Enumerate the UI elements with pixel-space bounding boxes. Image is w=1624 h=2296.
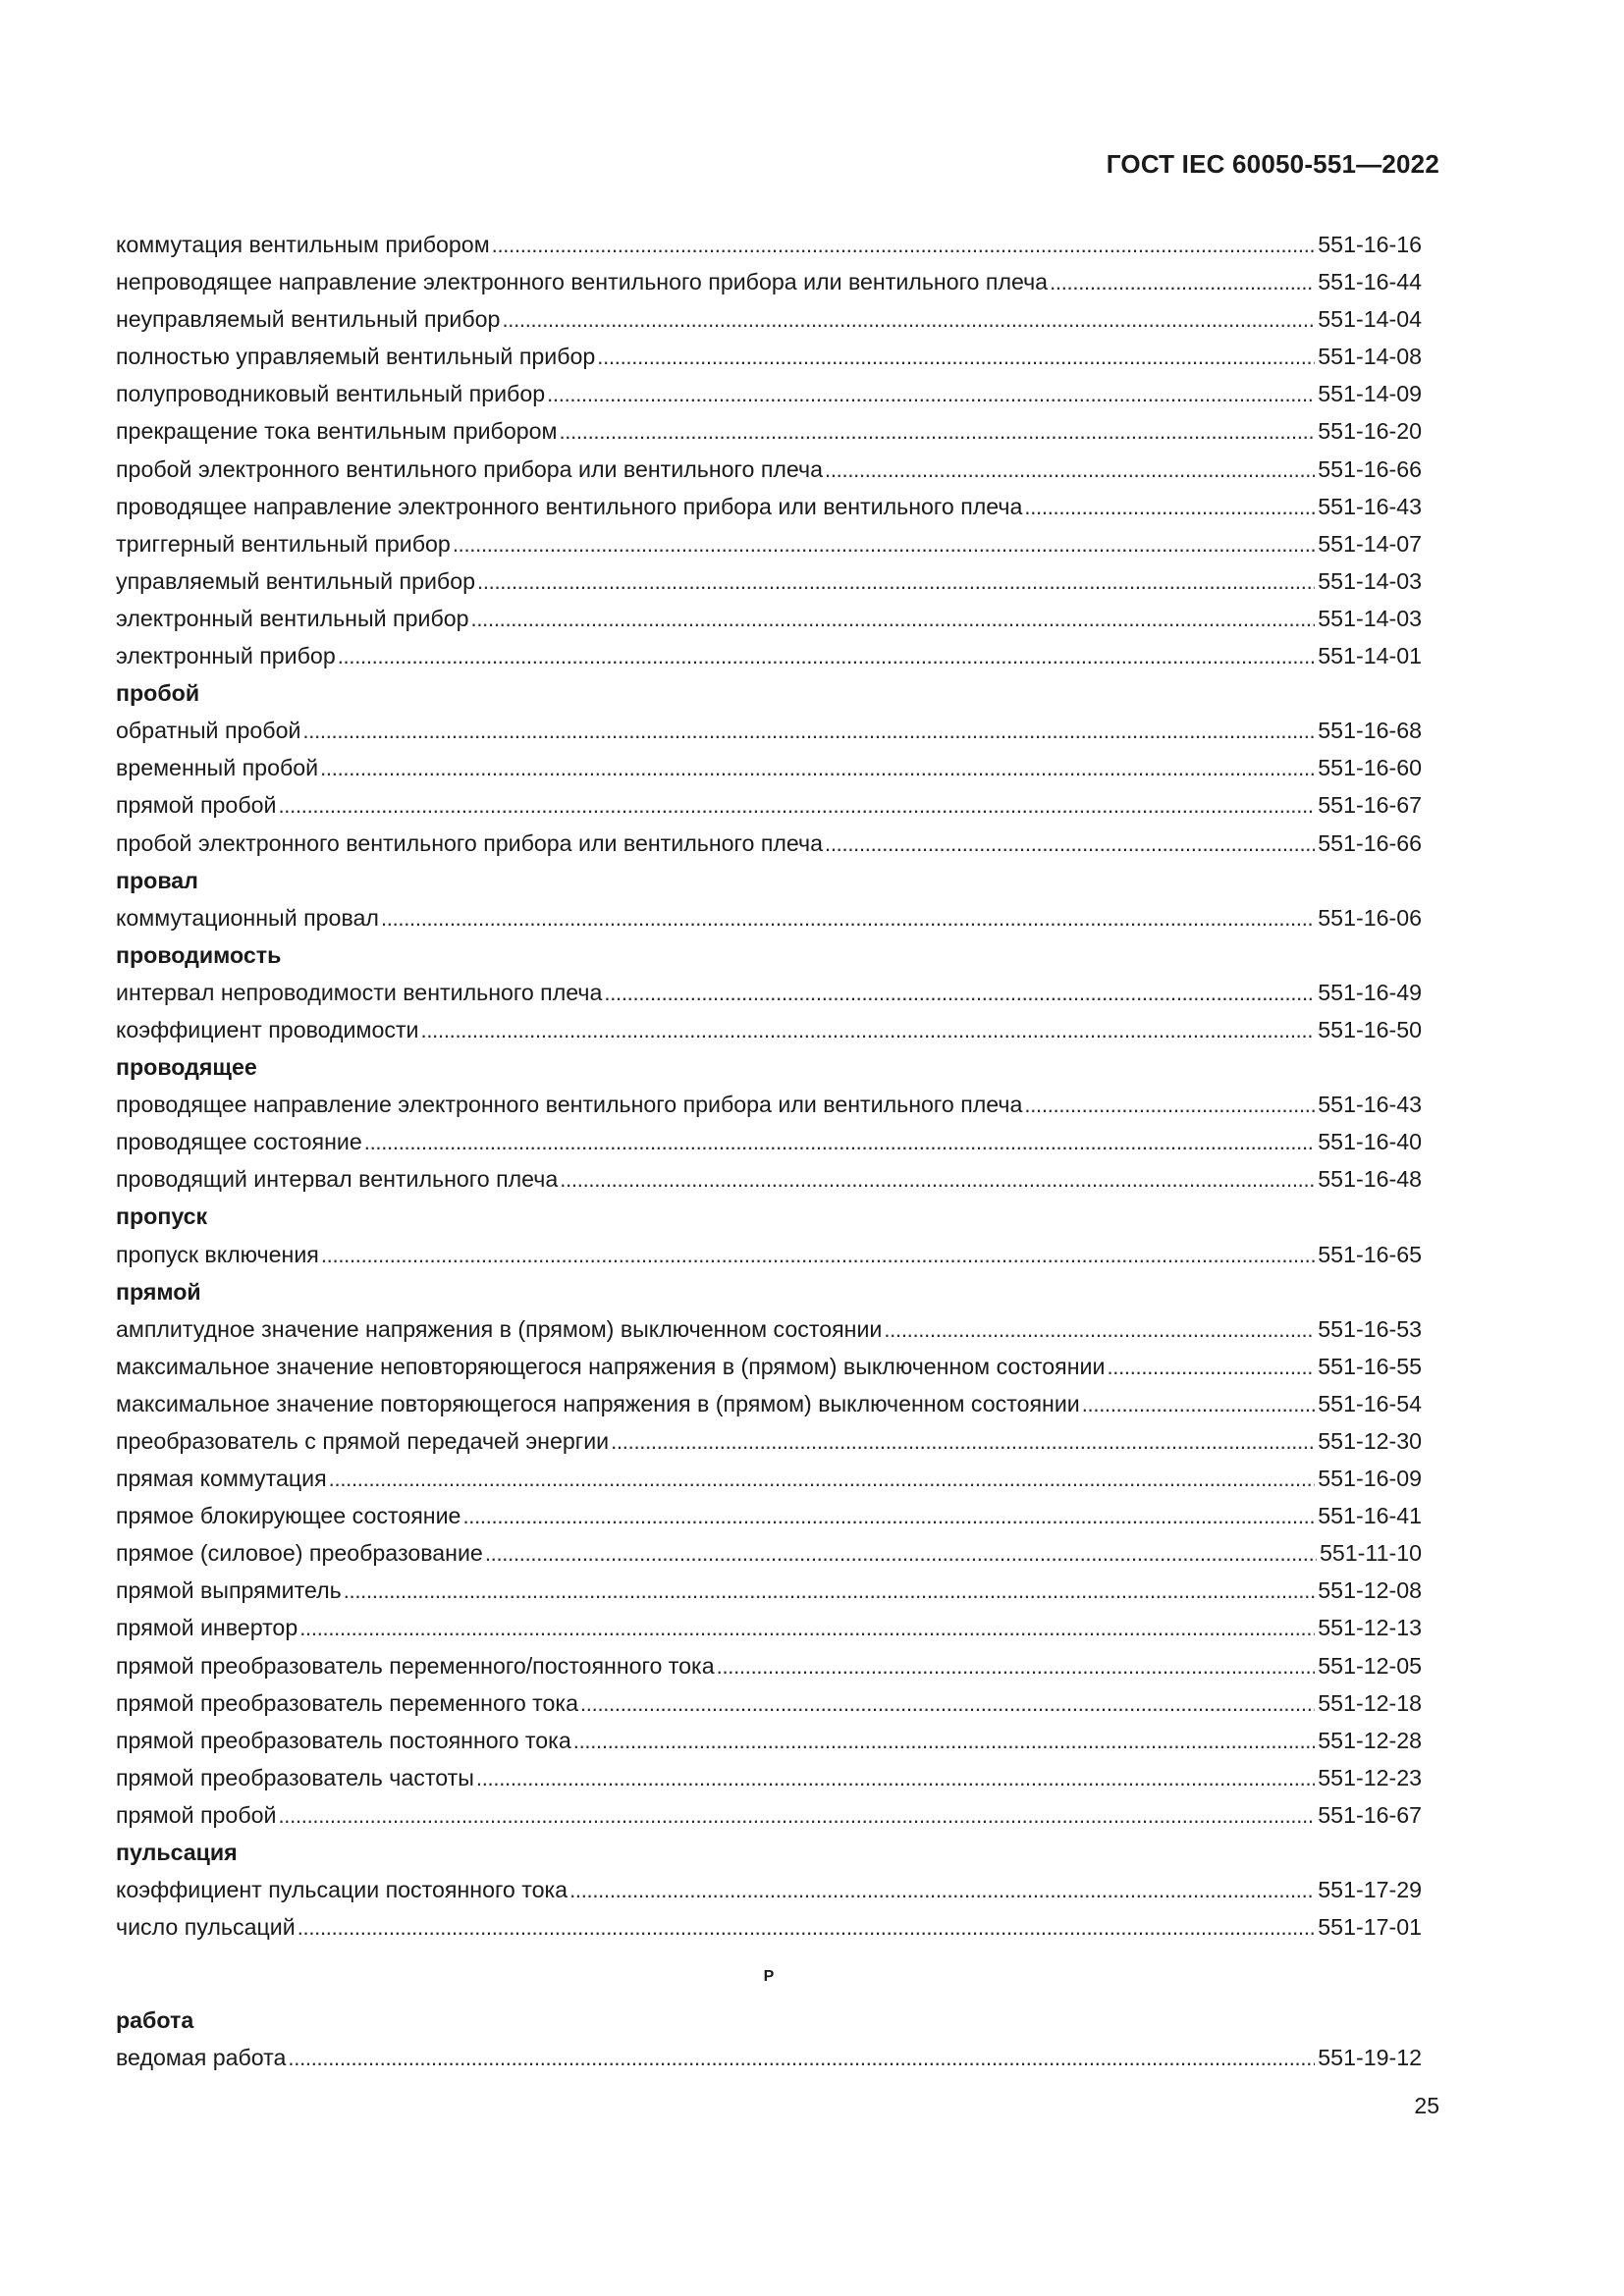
term-reference-number: 551-16-60 [1318, 755, 1422, 781]
term-reference-number: 551-16-55 [1318, 1353, 1422, 1379]
term-reference-number: 551-12-05 [1318, 1652, 1422, 1679]
index-term: прямой пробой [116, 792, 277, 819]
index-term: проводящее состояние [116, 1129, 362, 1155]
index-entry [116, 1460, 1422, 1497]
index-entry [116, 1160, 1422, 1198]
term-reference-number: 551-17-01 [1318, 1914, 1422, 1941]
index-entry [116, 412, 1422, 450]
dot-leader [492, 226, 1316, 263]
dot-leader [560, 1160, 1315, 1198]
term-reference-number: 551-12-28 [1318, 1727, 1422, 1753]
dot-leader [453, 525, 1315, 562]
index-entry [116, 1871, 1422, 1908]
dot-leader [421, 1011, 1316, 1048]
term-reference-number: 551-14-07 [1318, 530, 1422, 557]
dot-leader [338, 637, 1316, 674]
index-group-heading: проводящее [116, 1054, 257, 1081]
index-term: полностью управляемый вентильный прибор [116, 344, 596, 370]
term-reference-number: 551-16-65 [1318, 1241, 1422, 1267]
dot-leader [364, 1123, 1316, 1160]
index-term: проводящее направление электронного вентильного прибора или вентильного плеча [116, 1092, 1023, 1118]
dot-leader [329, 1460, 1316, 1497]
index-entry [116, 899, 1422, 936]
dot-leader [573, 1722, 1316, 1759]
dot-leader [884, 1310, 1315, 1348]
index-entry [116, 1385, 1422, 1422]
index-term: коммутационный провал [116, 904, 379, 931]
dot-leader [1050, 263, 1315, 300]
dot-leader [825, 825, 1315, 862]
index-entry [116, 1647, 1422, 1684]
index-term: прямой пробой [116, 1801, 277, 1828]
index-term: прямая коммутация [116, 1466, 327, 1492]
index-entry [116, 1572, 1422, 1609]
term-reference-number: 551-16-20 [1318, 418, 1422, 445]
term-reference-number: 551-16-43 [1318, 493, 1422, 519]
index-term: триггерный вентильный прибор [116, 530, 451, 557]
dot-leader [604, 974, 1315, 1011]
dot-leader [717, 1647, 1316, 1684]
dot-leader [1024, 488, 1315, 525]
index-entry [116, 637, 1422, 674]
term-reference-number: 551-16-40 [1318, 1129, 1422, 1155]
term-reference-number: 551-12-13 [1318, 1615, 1422, 1641]
index-term: пробой электронного вентильного прибора или вентильного плеча [116, 455, 824, 482]
index-term: коммутация вентильным прибором [116, 232, 490, 257]
index-entry [116, 1086, 1422, 1123]
index-entry [116, 600, 1422, 637]
index-term: проводящий интервал вентильного плеча [116, 1166, 559, 1193]
dot-leader [580, 1684, 1315, 1722]
term-reference-number: 551-16-06 [1318, 904, 1422, 931]
dot-leader [299, 1609, 1315, 1646]
dot-leader [344, 1572, 1316, 1609]
dot-leader [476, 1759, 1315, 1796]
dot-leader [1024, 1086, 1315, 1123]
index-term: число пульсаций [116, 1914, 296, 1941]
dot-leader [321, 1236, 1315, 1273]
index-term: амплитудное значение напряжения в (прямом) выключенном состоянии [116, 1315, 883, 1342]
term-reference-number: 551-12-18 [1318, 1689, 1422, 1716]
index-term: непроводящее направление электронного вентильного прибора или вентильного плеча [116, 269, 1049, 295]
dot-leader [278, 786, 1315, 824]
index-term: управляемый вентильный прибор [116, 567, 475, 594]
dot-leader [278, 1796, 1315, 1834]
index-entry [116, 375, 1422, 412]
dot-leader [302, 712, 1315, 749]
index-entry [116, 974, 1422, 1011]
index-entry [116, 2039, 1422, 2076]
index-entry [116, 1422, 1422, 1460]
index-entry [116, 300, 1422, 338]
dot-leader [320, 749, 1315, 786]
term-reference-number: 551-16-67 [1318, 792, 1422, 819]
index-group-heading: пропуск [116, 1203, 208, 1230]
term-reference-number: 551-16-48 [1318, 1166, 1422, 1193]
index-entry [116, 712, 1422, 749]
term-reference-number: 551-16-67 [1318, 1801, 1422, 1828]
index-entry [116, 1609, 1422, 1646]
dot-leader [298, 1908, 1316, 1946]
index-letter-heading: Р [763, 1968, 775, 1986]
index-term: максимальное значение неповторяющегося напряжения в (прямом) выключенном состоянии [116, 1353, 1106, 1379]
index-term: неуправляемый вентильный прибор [116, 306, 501, 333]
dot-leader [381, 899, 1315, 936]
index-group-heading: прямой [116, 1278, 201, 1305]
dot-leader [825, 451, 1315, 488]
dot-leader [1107, 1348, 1315, 1385]
term-reference-number: 551-12-08 [1318, 1577, 1422, 1604]
index-term: полупроводниковый вентильный прибор [116, 381, 546, 407]
dot-leader [559, 412, 1315, 450]
index-entry [116, 1534, 1422, 1572]
index-entry [116, 525, 1422, 562]
dot-leader [477, 562, 1315, 600]
dot-leader [547, 375, 1315, 412]
index-entry [116, 1236, 1422, 1273]
page-number: 25 [1414, 2093, 1439, 2118]
index-entry [116, 562, 1422, 600]
index-term: электронный вентильный прибор [116, 605, 469, 631]
term-reference-number: 551-16-43 [1318, 1092, 1422, 1118]
term-reference-number: 551-14-04 [1318, 306, 1422, 333]
index-term: преобразователь с прямой передачей энергии [116, 1428, 610, 1454]
index-term: прямой преобразователь частоты [116, 1764, 474, 1790]
index-term: прямой выпрямитель [116, 1577, 342, 1604]
index-term: электронный прибор [116, 643, 336, 669]
index-entry [116, 226, 1422, 263]
index-entry [116, 1011, 1422, 1048]
index-term: проводящее направление электронного вентильного прибора или вентильного плеча [116, 493, 1023, 519]
dot-leader [1082, 1385, 1316, 1422]
index-entry [116, 1759, 1422, 1796]
index-term: пропуск включения [116, 1241, 319, 1267]
dot-leader [462, 1497, 1315, 1534]
term-reference-number: 551-12-23 [1318, 1764, 1422, 1790]
index-entry [116, 1123, 1422, 1160]
alphabetical-index [116, 226, 1422, 2077]
index-term: коэффициент пульсации постоянного тока [116, 1877, 568, 1903]
index-term: обратный пробой [116, 718, 301, 744]
term-reference-number: 551-16-16 [1318, 232, 1422, 257]
index-group-heading: пробой [116, 680, 200, 707]
term-reference-number: 551-19-12 [1318, 2045, 1422, 2071]
term-reference-number: 551-14-01 [1318, 643, 1422, 669]
standard-title: ГОСТ IEC 60050-551—2022 [1106, 149, 1439, 179]
index-group-heading: провал [116, 867, 198, 893]
dot-leader [597, 338, 1315, 375]
term-reference-number: 551-14-03 [1318, 567, 1422, 594]
index-term: прямой преобразователь постоянного тока [116, 1727, 571, 1753]
term-reference-number: 551-16-68 [1318, 718, 1422, 744]
dot-leader [288, 2039, 1315, 2076]
term-reference-number: 551-16-50 [1318, 1016, 1422, 1042]
index-entry [116, 1497, 1422, 1534]
index-entry [116, 263, 1422, 300]
index-entry [116, 1722, 1422, 1759]
term-reference-number: 551-16-49 [1318, 979, 1422, 1005]
dot-leader [611, 1422, 1315, 1460]
term-reference-number: 551-16-09 [1318, 1466, 1422, 1492]
index-group-heading: пульсация [116, 1840, 238, 1866]
index-term: прямой инвертор [116, 1615, 298, 1641]
term-reference-number: 551-16-41 [1318, 1503, 1422, 1529]
term-reference-number: 551-14-08 [1318, 344, 1422, 370]
index-entry [116, 451, 1422, 488]
index-entry [116, 488, 1422, 525]
index-term: прямой преобразователь переменного тока [116, 1689, 578, 1716]
index-entry [116, 1310, 1422, 1348]
index-term: коэффициент проводимости [116, 1016, 419, 1042]
term-reference-number: 551-12-30 [1318, 1428, 1422, 1454]
index-term: временный пробой [116, 755, 319, 781]
index-entry [116, 786, 1422, 824]
index-group-heading: проводимость [116, 941, 282, 968]
index-entry [116, 1908, 1422, 1946]
index-term: максимальное значение повторяющегося напряжения в (прямом) выключенном состоянии [116, 1390, 1080, 1416]
term-reference-number: 551-16-66 [1318, 455, 1422, 482]
index-term: прямой преобразователь переменного/постоянного тока [116, 1652, 715, 1679]
index-entry [116, 1796, 1422, 1834]
term-reference-number: 551-11-10 [1320, 1540, 1422, 1567]
index-term: пробой электронного вентильного прибора или вентильного плеча [116, 829, 824, 856]
index-term: прекращение тока вентильным прибором [116, 418, 558, 445]
index-entry [116, 825, 1422, 862]
term-reference-number: 551-17-29 [1318, 1877, 1422, 1903]
index-entry [116, 749, 1422, 786]
term-reference-number: 551-16-54 [1318, 1390, 1422, 1416]
term-reference-number: 551-14-09 [1318, 381, 1422, 407]
term-reference-number: 551-16-44 [1318, 269, 1422, 295]
dot-leader [502, 300, 1315, 338]
dot-leader [569, 1871, 1315, 1908]
dot-leader [485, 1534, 1317, 1572]
index-term: прямое (силовое) преобразование [116, 1540, 483, 1567]
index-term: прямое блокирующее состояние [116, 1503, 461, 1529]
term-reference-number: 551-14-03 [1318, 605, 1422, 631]
dot-leader [471, 600, 1316, 637]
term-reference-number: 551-16-66 [1318, 829, 1422, 856]
index-entry [116, 1348, 1422, 1385]
index-term: интервал непроводимости вентильного плеча [116, 979, 603, 1005]
index-entry [116, 1684, 1422, 1722]
term-reference-number: 551-16-53 [1318, 1315, 1422, 1342]
index-entry [116, 338, 1422, 375]
index-group-heading: работа [116, 2007, 194, 2034]
index-term: ведомая работа [116, 2045, 287, 2071]
